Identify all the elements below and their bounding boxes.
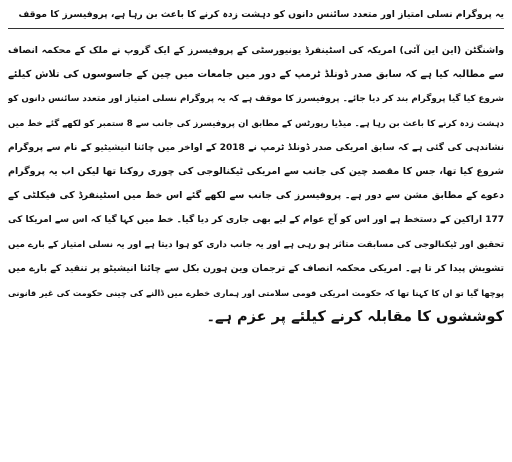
article-body-line: نشاندہی کی گئی ہے کہ سابق امریکی صدر ڈونلڈ ٹرمپ نے 2018 کے اواخر میں چائنا انیشیٹیو کے نام سے پروگرام (8, 142, 504, 153)
article-body-line: سے مطالبہ کیا ہے کہ سابق صدر ڈونلڈ ٹرمپ کے دور میں جامعات میں چین کے جاسوسوں کی تلاش کیلئے (8, 69, 504, 81)
article-body-line: واشنگٹن (این این آئی) امریکہ کی اسٹینفرڈ یونیورسٹی کے پروفیسرز کے ایک گروپ نے ملک کے محکمہ انصاف (8, 45, 504, 56)
article-body-line: شروع کیا گیا پروگرام بند کر دیا جائے۔ پروفیسرز کا موقف ہے کہ یہ پروگرام نسلی امتیاز اور متعدد سائنس دانوں کو (8, 94, 504, 105)
article-body-line: تحقیق اور ٹیکنالوجی کی مسابقت متاثر ہو رہی ہے اور یہ جانب داری کو ہوا دیتا ہے اور یہ نسلی امتیاز کے بارے میں (8, 239, 504, 250)
article-headline: یہ پروگرام نسلی امتیاز اور متعدد سائنس دانوں کو دہشت زدہ کرنے کا باعث بن رہا ہے، پروفیسرز کا موقف (8, 4, 504, 29)
article-body-line: کوششوں کا مقابلہ کرنے کیلئے پر عزم ہے۔ (206, 309, 504, 326)
article-body-line: پوچھا گیا تو ان کا کہنا تھا کہ حکومت امریکی قومی سلامتی اور ہماری خطرے میں ڈالنے کی چینی حکومت کی غیر قانونی (8, 288, 504, 299)
article-body-line: 177 اراکین کے دستخط ہے اور اس کو آج عوام کے لیے بھی جاری کر دیا گیا۔ خط میں کہا گیا کہ اس سے امریکا کی (8, 215, 504, 226)
article-body-line: شروع کیا تھا، جس کا مقصد چین کی جانب سے امریکی ٹیکنالوجی کی چوری روکنا تھا لیکن اب یہ پروگرام (8, 166, 504, 178)
article-body-line: دہشت زدہ کرنے کا باعث بن رہا ہے۔ میڈیا رپورٹس کے مطابق ان پروفیسرز کی جانب سے 8 ستمبر کو لکھے گئے خط میں (8, 118, 504, 129)
article-body (8, 39, 504, 329)
article-body-line: تشویش پیدا کر تا ہے۔ امریکی محکمہ انصاف کے ترجمان وین ہورن بکل سے چائنا انیشیٹو پر تنقید کے بارے میں (8, 262, 504, 274)
article-body-line: دعوے کے مطابق مشن سے دور ہے۔ پروفیسرز کی جانب سے لکھے گئے اس خط میں اسٹینفرڈ کی فیکلٹی کے (8, 190, 504, 202)
